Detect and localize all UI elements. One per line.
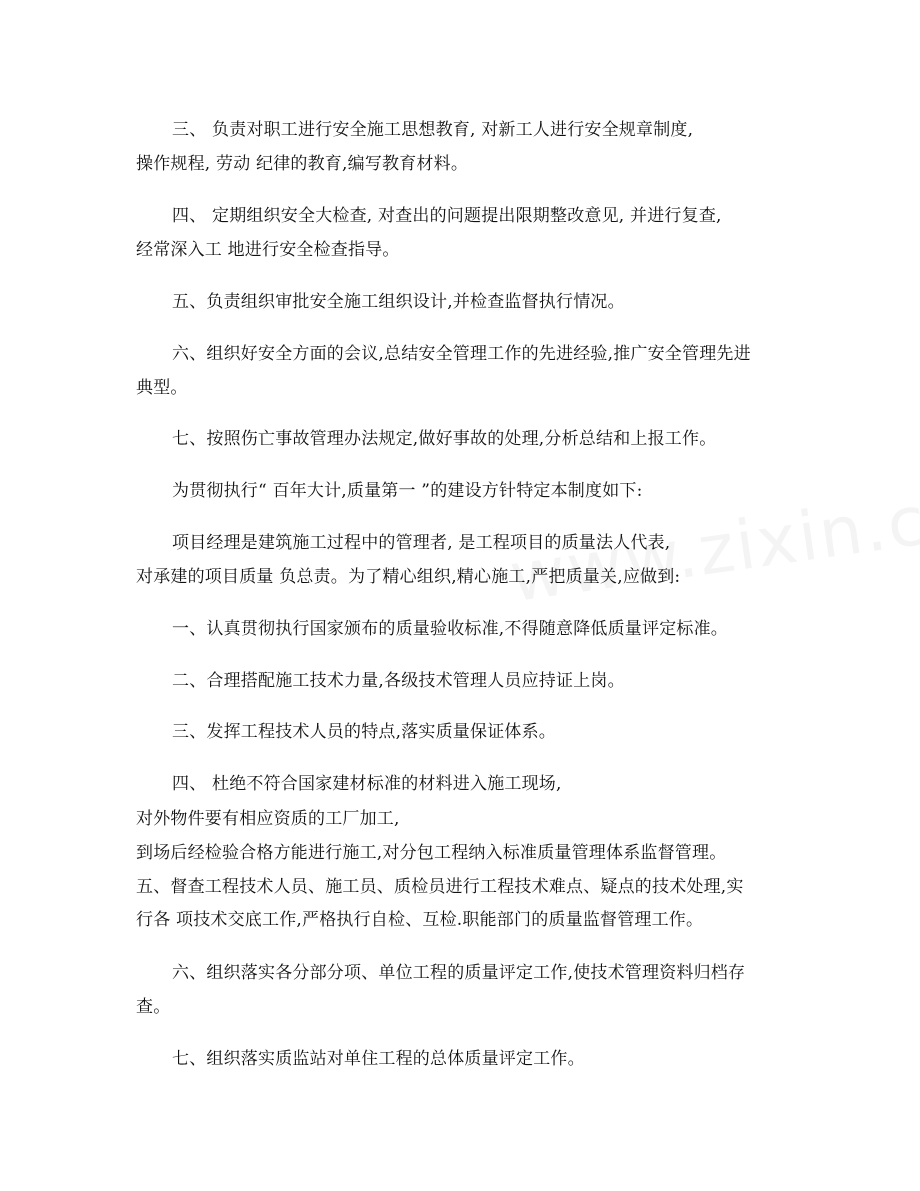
paragraph-line: 二、合理搭配施工技术力量,各级技术管理人员应持证上岗。 bbox=[172, 671, 625, 691]
paragraph-line: 对承建的项目质量 负总责。为了精心组织,精心施工,严把质量关,应做到: bbox=[136, 567, 681, 587]
paragraph-line: 六、组织好安全方面的会议,总结安全管理工作的先进经验,推广安全管理先进 bbox=[172, 344, 751, 364]
paragraph-line: 为贯彻执行“ 百年大计,质量第一 ”的建设方针特定本制度如下: bbox=[172, 481, 643, 501]
paragraph-line: 到场后经检验合格方能进行施工,对分包工程纳入标准质量管理体系监督管理。 bbox=[136, 843, 727, 863]
paragraph-line: 五、督查工程技术人员、施工员、质检员进行工程技术难点、疑点的技术处理,实 bbox=[136, 877, 744, 897]
paragraph-line: 项目经理是建筑施工过程中的管理者, 是工程项目的质量法人代表, bbox=[172, 533, 671, 553]
paragraph-line: 查。 bbox=[136, 997, 171, 1017]
paragraph-line: 经常深入工 地进行安全检查指导。 bbox=[136, 240, 400, 260]
paragraph-line: 三、发挥工程技术人员的特点,落实质量保证体系。 bbox=[172, 722, 557, 742]
paragraph-line: 对外物件要有相应资质的工厂加工, bbox=[136, 809, 400, 829]
paragraph-line: 三、 负责对职工进行安全施工思想教育, 对新工人进行安全规章制度, bbox=[172, 120, 694, 140]
paragraph-line: 四、 定期组织安全大检查, 对查出的问题提出限期整改意见, 并进行复查, bbox=[172, 206, 722, 226]
paragraph-line: 一、认真贯彻执行国家颁布的质量验收标准,不得随意降低质量评定标准。 bbox=[172, 619, 729, 639]
paragraph-line: 四、 杜绝不符合国家建材标准的材料进入施工现场, bbox=[172, 774, 562, 794]
paragraph-line: 六、组织落实各分部分项、单位工程的质量评定工作,使技术管理资料归档存 bbox=[172, 963, 746, 983]
paragraph-line: 五、负责组织审批安全施工组织设计,并检查监督执行情况。 bbox=[172, 292, 625, 312]
paragraph-line: 行各 项技术交底工作,严格执行自检、互检.职能部门的质量监督管理工作。 bbox=[136, 910, 704, 930]
paragraph-line: 操作规程, 劳动 纪律的教育,编写教育材料。 bbox=[136, 154, 469, 174]
paragraph-line: 典型。 bbox=[136, 378, 188, 398]
paragraph-line: 七、按照伤亡事故管理办法规定,做好事故的处理,分析总结和上报工作。 bbox=[172, 429, 717, 449]
paragraph-line: 七、组织落实质监站对单住工程的总体质量评定工作。 bbox=[172, 1049, 585, 1069]
